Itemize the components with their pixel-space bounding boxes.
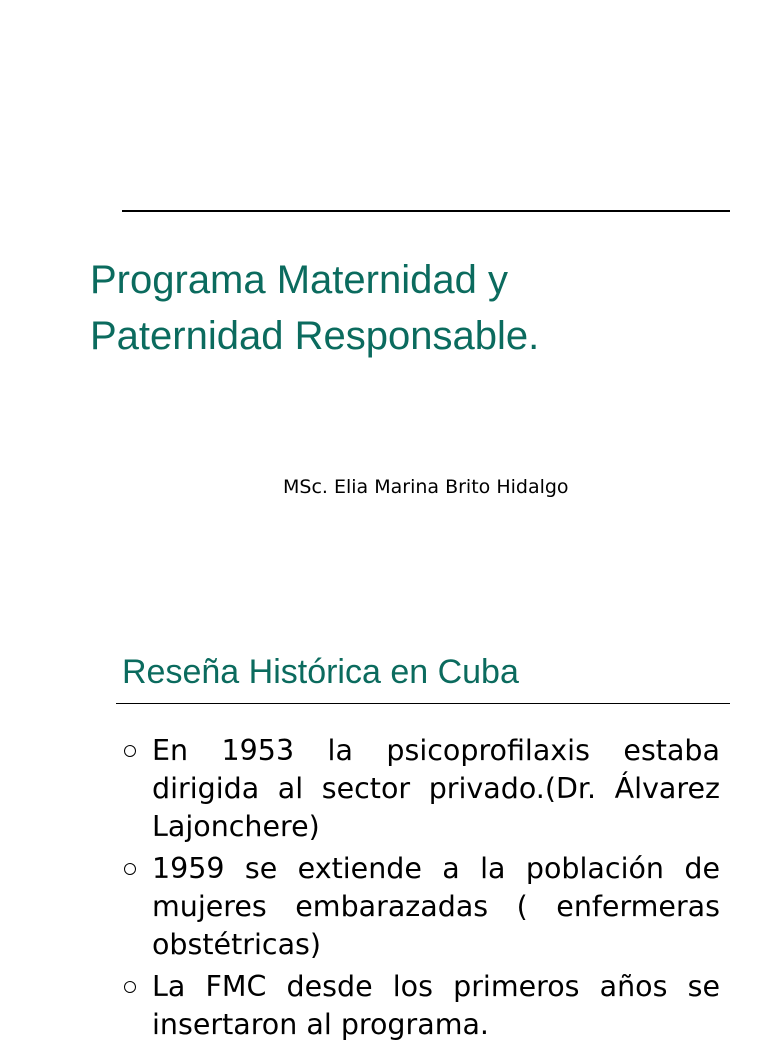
bullet-text: La FMC desde los primeros años se insertaron al programa.: [152, 970, 720, 1041]
hollow-circle-bullet-icon: [124, 981, 136, 993]
title-line-2: Paternidad Responsable.: [90, 314, 540, 358]
hollow-circle-bullet-icon: [124, 745, 136, 757]
bullet-list: [122, 732, 720, 1048]
slide-heading: Reseña Histórica en Cuba: [122, 653, 519, 691]
heading-rule: [116, 703, 730, 704]
content-slide: [0, 612, 768, 1041]
bullet-text: En 1953 la psicoprofilaxis estaba dirigida al sector privado.(Dr. Álvarez Lajonchere): [152, 734, 720, 843]
presentation-title: [90, 252, 730, 364]
title-top-rule: [122, 210, 730, 212]
author-name: MSc. Elia Marina Brito Hidalgo: [283, 476, 569, 498]
bullet-item: [122, 850, 720, 964]
hollow-circle-bullet-icon: [124, 863, 136, 875]
bullet-text: 1959 se extiende a la población de mujeres embarazadas ( enfermeras obstétricas): [152, 852, 720, 961]
bullet-item: [122, 732, 720, 846]
title-line-1: Programa Maternidad y: [90, 258, 508, 302]
bullet-item: [122, 968, 720, 1044]
